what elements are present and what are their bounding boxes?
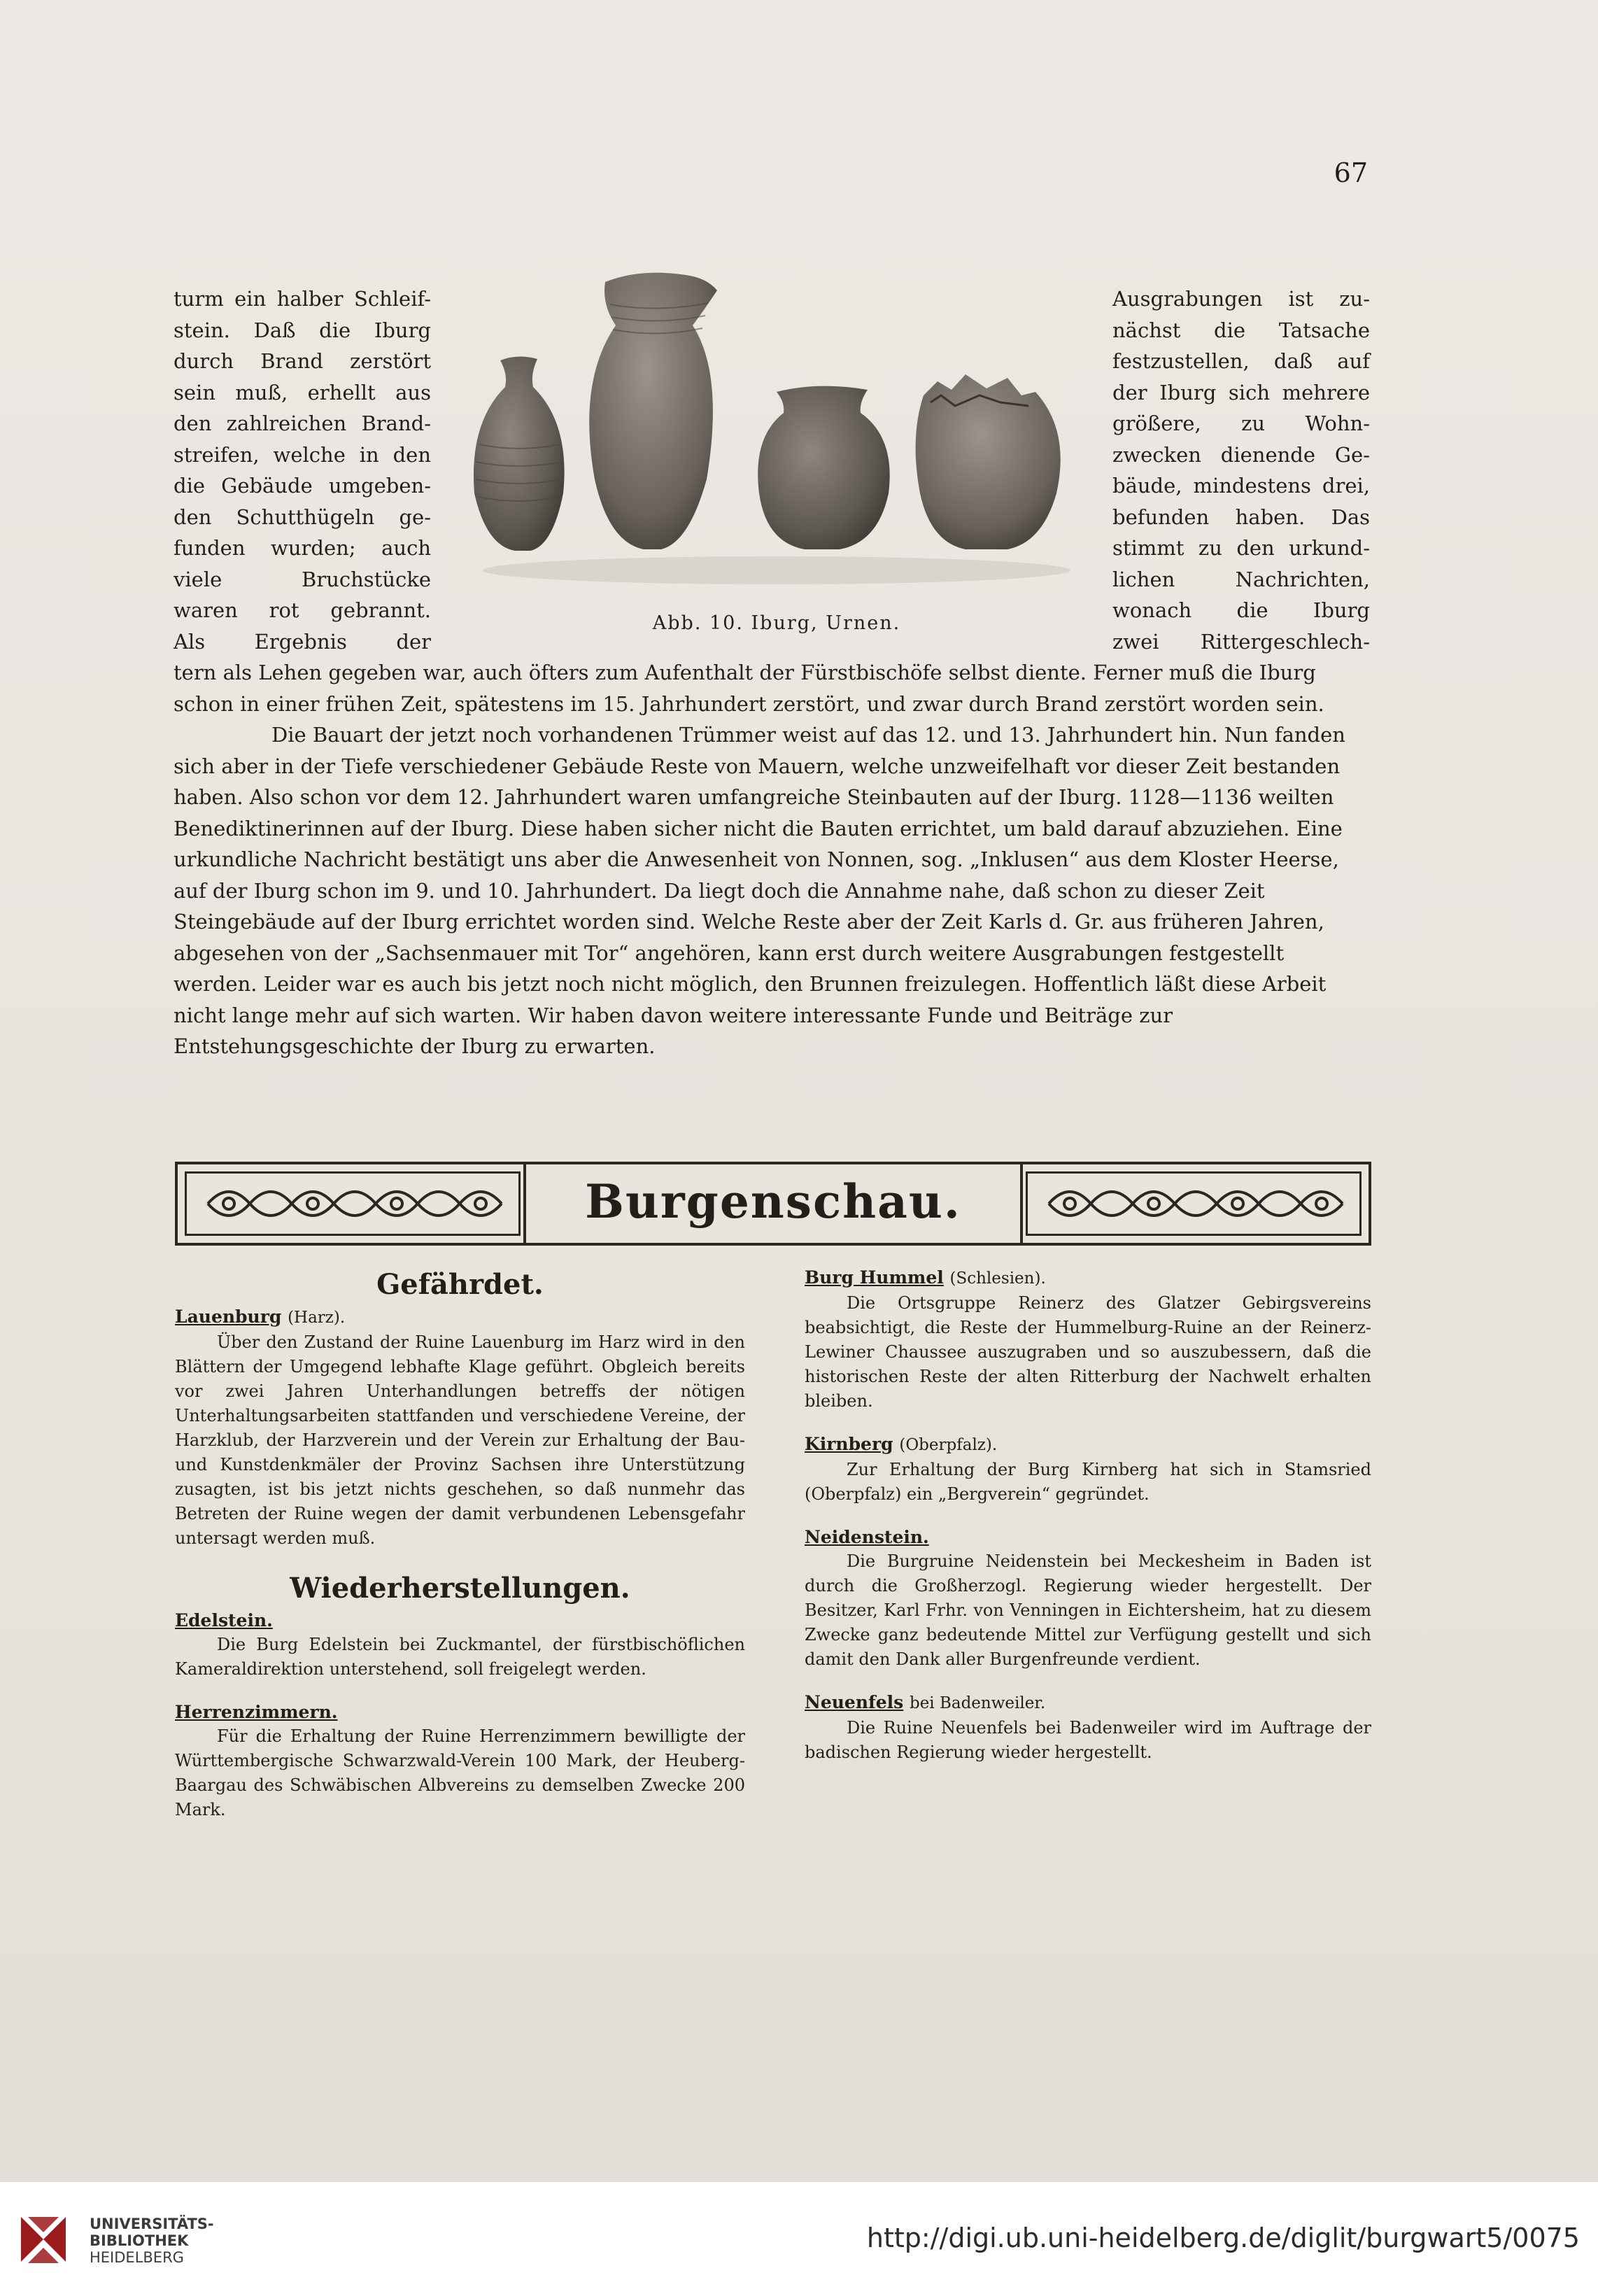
entry-name: Neidenstein. [805,1527,929,1547]
section-title: Burgenschau. [585,1174,961,1229]
text-line: viele Bruchstücke [174,567,431,591]
entry-title-kirnberg [805,1432,1371,1458]
entry-text-neidenstein: Die Burgruine Neidenstein bei Meckesheim in Baden ist durch die Großherzogl. Regierung wieder hergestellt. Der Besitzer, Karl Frhr. von Venningen in Eichtersheim, hat zu diesem Zwecke ganz bedeutende Mittel zur Verfügung gestellt und sich damit den Dank aller Burgenfreunde verdient. [805,1551,1371,1669]
entry-title-hummel [805,1265,1371,1291]
burgenschau-banner [175,1162,1371,1246]
entry-name: Burg Hummel [805,1267,944,1288]
text-line: nächst die Tatsache [1112,318,1370,342]
entry-region: (Oberpfalz). [899,1436,998,1454]
text-line: turm ein halber Schleif- [174,287,431,311]
text-line: größere, zu Wohn- [1112,411,1370,435]
banner-divider [523,1164,526,1243]
text-line: stein. Daß die Iburg [174,318,431,342]
scroll-ornament-right-icon [1028,1174,1359,1234]
paragraph-1: tern als Lehen gegeben war, auch öfters zum Aufenthalt der Fürstbischöfe selbst diente. Ferner muß die Iburg schon in einer frühen Zeit, spätestens im 15. Jahrhundert zerstört, und zwar durch Brand zerstört worden sein. [174,661,1324,716]
library-line-1: UNIVERSITÄTS- [90,2216,214,2232]
entry-text-lauenburg: Über den Zustand der Ruine Lauenburg im Harz wird in den Blättern der Umgegend lebhafte Klage geführt. Obgleich bereits vor zwei Jahren Unterhandlungen betreffs der nötigen Unterhaltungsarbeiten stattfanden und verschiedene Vereine, der Harzklub, der Harzverein und der Verein zur Erhaltung der Bau- und Kunstdenkmäler der Provinz Sachsen ihre Unterstützung zusagten, ist bis jetzt nichts geschehen, so daß nunmehr das Betreten der Ruine wegen der damit verbundenen Lebensgefahr untersagt werden muß. [175,1332,745,1548]
entry-name: Herrenzimmern. [175,1702,338,1722]
text-line: stimmt zu den urkund- [1112,536,1370,560]
text-line: den zahlreichen Brand- [174,411,431,435]
urns-figure [448,262,1105,634]
entry-name: Edelstein. [175,1610,273,1631]
entry-title-neidenstein [805,1525,1371,1549]
text-line: waren rot gebrannt. [174,598,431,622]
text-line: funden wurden; auch [174,536,431,560]
urns-photo [448,262,1105,591]
urn-small-left [474,356,565,551]
university-library-logo-icon [17,2213,70,2267]
library-line-3: HEIDELBERG [90,2249,184,2266]
text-line: wonach die Iburg [1112,598,1370,622]
banner-divider [1020,1164,1023,1243]
figure-caption: Abb. 10. Iburg, Urnen. [652,612,901,634]
entry-region: bei Badenweiler. [909,1694,1046,1712]
ornament-right [1026,1171,1362,1236]
intro-left-column [174,283,431,657]
entry-text-herrenzimmern: Für die Erhaltung der Ruine Herrenzimmern bewilligte der Württembergische Schwarzwald-Verein 100 Mark, der Heuberg-Baargau des Schwäbischen Albvereins zu demselben Zwecke 200 Mark. [175,1726,745,1819]
text-line: den Schutthügeln ge- [174,505,431,529]
burgenschau-right-column [805,1265,1371,1765]
scroll-ornament-left-icon [187,1174,518,1234]
urn-broken-right [916,374,1061,549]
text-line: festzustellen, daß auf [1112,349,1370,373]
page-number: 67 [1334,157,1368,188]
viewer-footer [0,2182,1598,2296]
entry-text-kirnberg: Zur Erhaltung der Burg Kirnberg hat sich in Stamsried (Oberpfalz) ein „Bergverein“ gegründet. [805,1460,1371,1504]
burgenschau-left-column [175,1265,745,1822]
entry-text-hummel: Die Ortsgruppe Reinerz des Glatzer Gebirgsvereins beabsichtigt, die Reste der Hummelburg-Ruine an der Reinerz-Lewiner Chaussee auszugraben und so auszubessern, daß die historischen Reste der alten Ritterburg der Nachwelt erhalten bleiben. [805,1293,1371,1411]
entry-name: Kirnberg [805,1434,893,1454]
text-line: bäude, mindestens drei, [1112,474,1370,498]
library-name [90,2216,214,2266]
text-line: lichen Nachrichten, [1112,567,1370,591]
text-line: die Gebäude umgeben- [174,474,431,498]
heading-wiederherstellungen: Wiederherstellungen. [290,1572,630,1605]
intro-right-column [1112,283,1370,657]
entry-title-neuenfels [805,1690,1371,1716]
text-line: Als Ergebnis der [174,629,431,654]
text-line: befunden haben. Das [1112,505,1370,529]
text-line: durch Brand zerstört [174,349,431,373]
entry-title-lauenburg [175,1304,745,1330]
library-line-2: BIBLIOTHEK [90,2232,189,2249]
text-line: zwei Rittergeschlech- [1112,629,1370,654]
entry-text-neuenfels: Die Ruine Neuenfels bei Badenweiler wird im Auftrage der badischen Regierung wieder hergestellt. [805,1718,1371,1762]
urn-round-right [758,386,889,549]
text-line: zwecken dienende Ge- [1112,442,1370,467]
entry-region: (Schlesien). [949,1269,1046,1288]
main-text [174,657,1370,1062]
urn-tall-center [589,273,717,549]
text-line: streifen, welche in den [174,442,431,467]
paragraph-2: Die Bauart der jetzt noch vorhandenen Trümmer weist auf das 12. und 13. Jahrhundert hin. Nun fanden sich aber in der Tiefe verschiedener Gebäude Reste von Mauern, welche unzweifelhaft vor dieser Zeit bestanden haben. Also schon vor dem 12. Jahrhundert waren umfangreiche Steinbauten auf der Iburg. 1128—1136 weilten Benediktinerinnen auf der Iburg. Diese haben sicher nicht die Bauten errichtet, um bald darauf abzuziehen. Eine urkundliche Nachricht bestätigt uns aber die Anwesenheit von Nonnen, sog. „Inklusen“ aus dem Kloster Heerse, auf der Iburg schon im 9. und 10. Jahrhundert. Da liegt doch die Annahme nahe, daß schon zu dieser Zeit Steingebäude auf der Iburg errichtet worden sind. Welche Reste aber der Zeit Karls d. Gr. aus früheren Jahren, abgesehen von der „Sachsenmauer mit Tor“ angehören, kann erst durch weitere Ausgrabungen festgestellt werden. Leider war es auch bis jetzt noch nicht möglich, den Brunnen freizulegen. Hoffentlich läßt diese Arbeit nicht lange mehr auf sich warten. Wir haben davon weitere interessante Funde und Beiträge zur Entstehungsgeschichte der Iburg zu erwarten. [174,723,1345,1058]
text-line: der Iburg sich mehrere [1112,380,1370,404]
entry-name: Neuenfels [805,1692,904,1712]
entry-title-edelstein [175,1608,745,1633]
entry-region: (Harz). [288,1309,346,1327]
text-line: Ausgrabungen ist zu- [1112,287,1370,311]
heading-gefaehrdet: Gefährdet. [376,1268,544,1301]
entry-text-edelstein: Die Burg Edelstein bei Zuckmantel, der fürstbischöflichen Kameraldirektion unterstehend, soll freigelegt werden. [175,1635,745,1679]
text-line: sein muß, erhellt aus [174,380,431,404]
source-url-link[interactable]: http://digi.ub.uni-heidelberg.de/diglit/burgwart5/0075 [866,2223,1580,2253]
entry-title-herrenzimmern [175,1700,745,1724]
entry-name: Lauenburg [175,1307,282,1327]
ornament-left [185,1171,521,1236]
